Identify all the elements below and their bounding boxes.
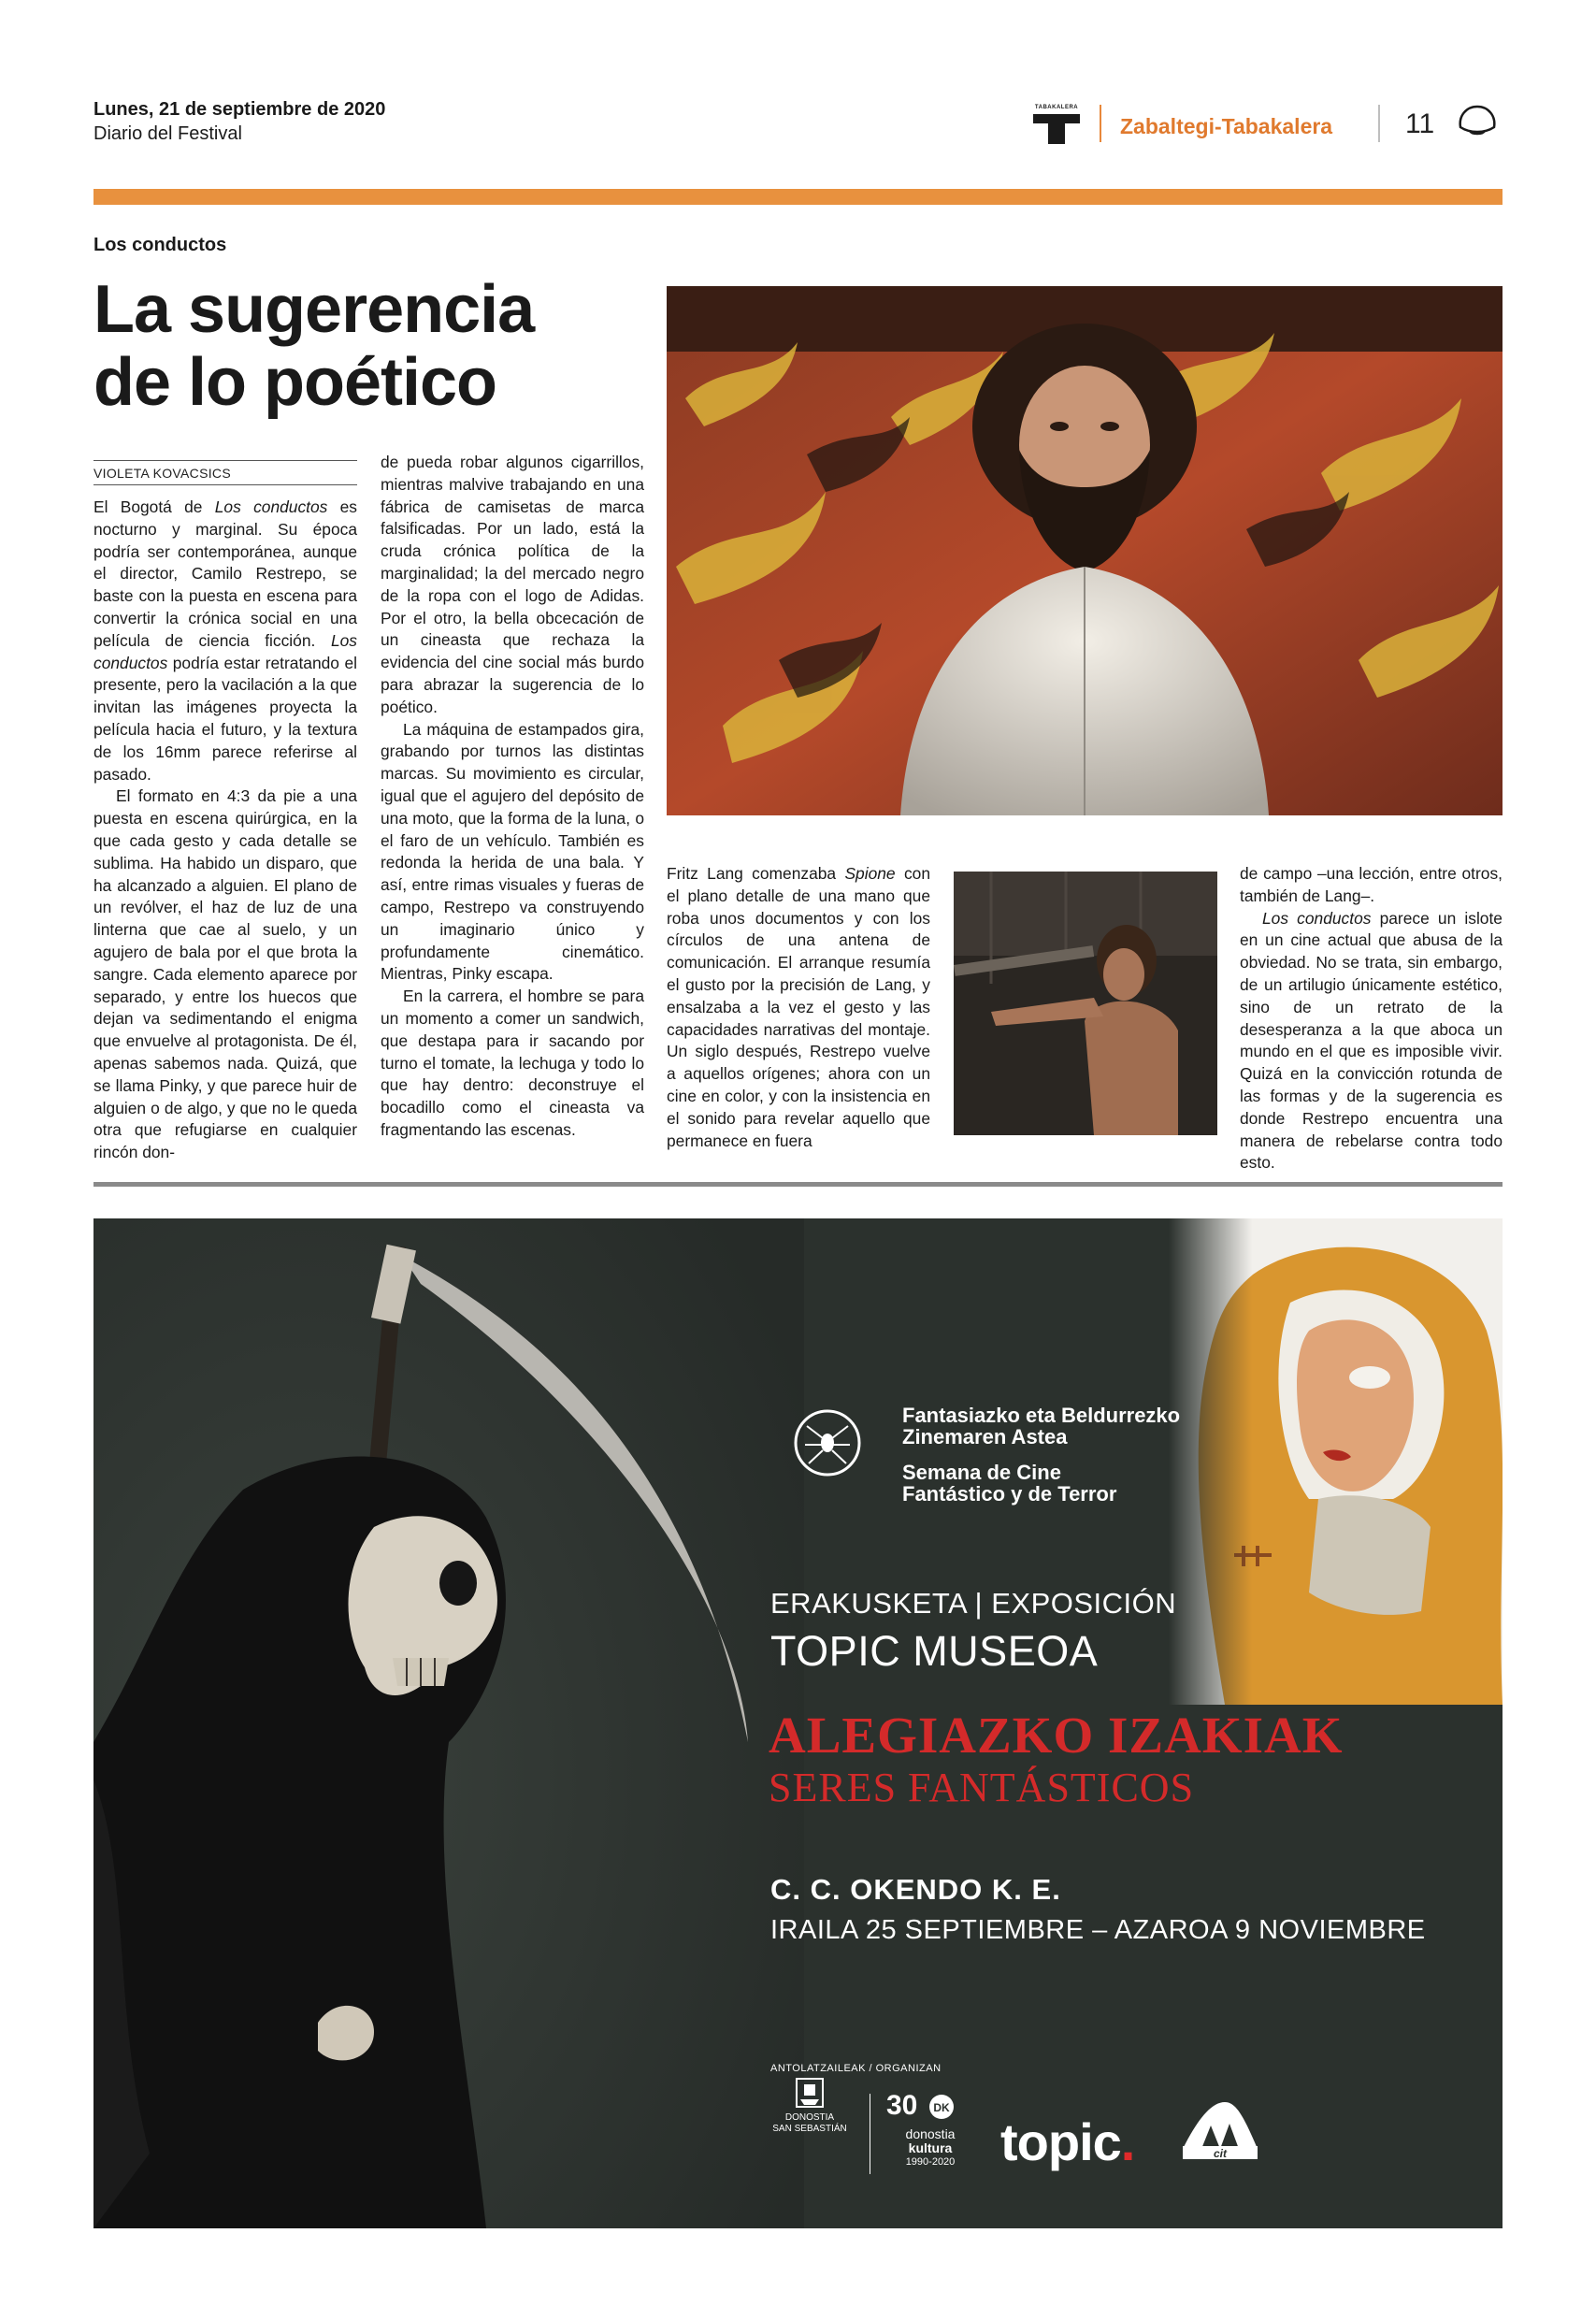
puppet-head-figure xyxy=(1169,1218,1503,1705)
cit-logo-text: cit xyxy=(1213,2147,1228,2160)
header-divider xyxy=(1378,105,1380,142)
paragraph: El Bogotá de Los conductos es nocturno y marginal. Su época podría ser contemporánea, aunque el director, Camilo Restrepo, se baste con la puesta en escena para convertir la crónica social en una película de ciencia ficción. Los conductos podría estar retratando el presente, pero la vacilación a la que invitan las imágenes proyecta la película hacia el futuro, y la textura de los 16mm parece referirse al pasado. xyxy=(93,497,358,784)
grim-reaper-figure xyxy=(93,1218,804,2228)
shell-icon xyxy=(1457,103,1498,137)
paragraph: Los conductos parece un islote en un cine actual que abusa de la obviedad. No se trata, sin embargo, de un artilugio únicamente estético, sino de un retrato de la desesperanza a la que aboca un mundo en el que es imposible vivir. Quizá en la convicción rotunda de las formas y de la sugerencia es donde Restrepo encuentra una manera de rebelarse contra todo esto. xyxy=(1240,908,1503,1173)
exhibition-subtitle: SERES FANTÁSTICOS xyxy=(769,1765,1195,1810)
exhibition-venue: C. C. OKENDO K. E. xyxy=(770,1873,1061,1906)
headline-line: de lo poético xyxy=(93,345,497,420)
article-column-2 xyxy=(381,452,644,1142)
organizers-label: ANTOLATZAILEAK / ORGANIZAN xyxy=(770,2063,942,2074)
section-name: Zabaltegi-Tabakalera xyxy=(1120,114,1333,138)
paragraph: El formato en 4:3 da pie a una puesta en escena quirúrgica, en la que cada gesto y cada detalle se sublima. Ha habido un disparo, que ha alcanzado a alguien. El plano de un revólver, el haz de luz de una linterna que cae al suelo, y un agujero de bala por el que brota la sangre. Cada elemento aparece por separado, y entre los huecos que dejan va sedimentando el enigma que envuelve al protagonista. De él, apenas sabemos nada. Quizá, que se llama Pinky, y que parece huir de alguien o de algo, y que no le queda otra que refugiarse en cualquier rincón don- xyxy=(93,786,357,1162)
kultura-logo-text: donostia kultura 1990-2020 xyxy=(905,2126,956,2168)
headline-line: La sugerencia xyxy=(93,272,535,347)
kultura-dk-icon xyxy=(927,2093,956,2121)
museum-name: TOPIC MUSEOA xyxy=(770,1627,1099,1675)
page-number: 11 xyxy=(1405,108,1435,139)
festival-name-spanish: Semana de Cine Fantástico y de Terror xyxy=(902,1461,1117,1506)
kultura-anniversary-number: 30 xyxy=(886,2090,918,2121)
paragraph: La máquina de estampados gira, grabando por turnos las distintas marcas. Su movimiento es circular, igual que el agujero del depósito de una moto, que la forma de la luna, o el faro de un vehículo. También es redonda la herida de una bala. Y así, entre rimas visuales y fueras de campo, Restrepo va construyendo un imaginario único y profundamente cinemático. Mientras, Pinky escapa. xyxy=(381,719,644,984)
svg-text:DK: DK xyxy=(933,2101,950,2114)
section-color-bar xyxy=(93,189,1503,205)
article-column-4 xyxy=(1240,863,1503,1174)
film-still-main-photo xyxy=(667,286,1503,815)
paragraph: de campo –una lección, entre otros, también de Lang–. xyxy=(1240,864,1503,905)
byline-rule xyxy=(93,484,357,485)
article-byline: VIOLETA KOVACSICS xyxy=(93,466,231,481)
byline-rule xyxy=(93,460,357,461)
paragraph: En la carrera, el hombre se para un momento a comer un sandwich, que destapa para ir sacando por turno el tomate, la lechuga y todo lo que hay dentro: deconstruye el bocadillo como el cineasta va fragmentando las escenas. xyxy=(381,987,644,1139)
tabakalera-logo-text: TABAKALERA xyxy=(1034,105,1079,110)
festival-seal-logo xyxy=(771,1387,884,1499)
cit-logo-icon xyxy=(1178,2097,1262,2163)
exhibition-advertisement xyxy=(93,1218,1503,2228)
exhibition-title: ALEGIAZKO IZAKIAK xyxy=(769,1707,1344,1764)
header-divider xyxy=(1100,105,1101,142)
festival-name-basque: Fantasiazko eta Beldurrezko Zinemaren Astea xyxy=(902,1404,1181,1448)
issue-date: Lunes, 21 de septiembre de 2020 xyxy=(93,99,386,120)
exhibition-label: ERAKUSKETA | EXPOSICIÓN xyxy=(770,1587,1177,1620)
article-headline xyxy=(93,273,617,419)
page-divider xyxy=(93,1182,1503,1187)
donostia-logo-text: DONOSTIA SAN SEBASTIÁN xyxy=(772,2112,847,2134)
tabakalera-logo xyxy=(1033,105,1080,144)
article-column-1 xyxy=(93,497,357,1164)
exhibition-dates: IRAILA 25 SEPTIEMBRE – AZAROA 9 NOVIEMBRE xyxy=(770,1915,1426,1945)
paragraph: Fritz Lang comenzaba Spione con el plano detalle de una mano que roba unos documentos y con los círculos de una antena de comunicación. El arranque resumía el gusto por la precisión de Lang, y ensalzaba a la vez el gesto y las capacidades narrativas del montaje. Un siglo después, Restrepo vuelve a aquellos orígenes; ahora con un cine en color, y con la insistencia en el sonido para revelar aquello que permanece en fuera xyxy=(667,864,930,1150)
article-column-3 xyxy=(667,863,930,1152)
donostia-coat-of-arms-icon xyxy=(793,2077,827,2111)
article-kicker: Los conductos xyxy=(93,235,227,255)
film-still-small-photo xyxy=(954,872,1217,1135)
paragraph: de pueda robar algunos cigarrillos, mientras malvive trabajando en una fábrica de camisetas de marca falsificadas. Por un lado, está la cruda crónica política de la marginalidad; la del mercado negro de la ropa con el logo de Adidas. Por el otro, la bella obcecación de un cineasta que rechaza la evidencia del cine social más burdo para abrazar la sugerencia de lo poético. xyxy=(381,453,644,716)
topic-logo: topic. xyxy=(1000,2112,1135,2171)
publication-name: Diario del Festival xyxy=(93,123,242,144)
